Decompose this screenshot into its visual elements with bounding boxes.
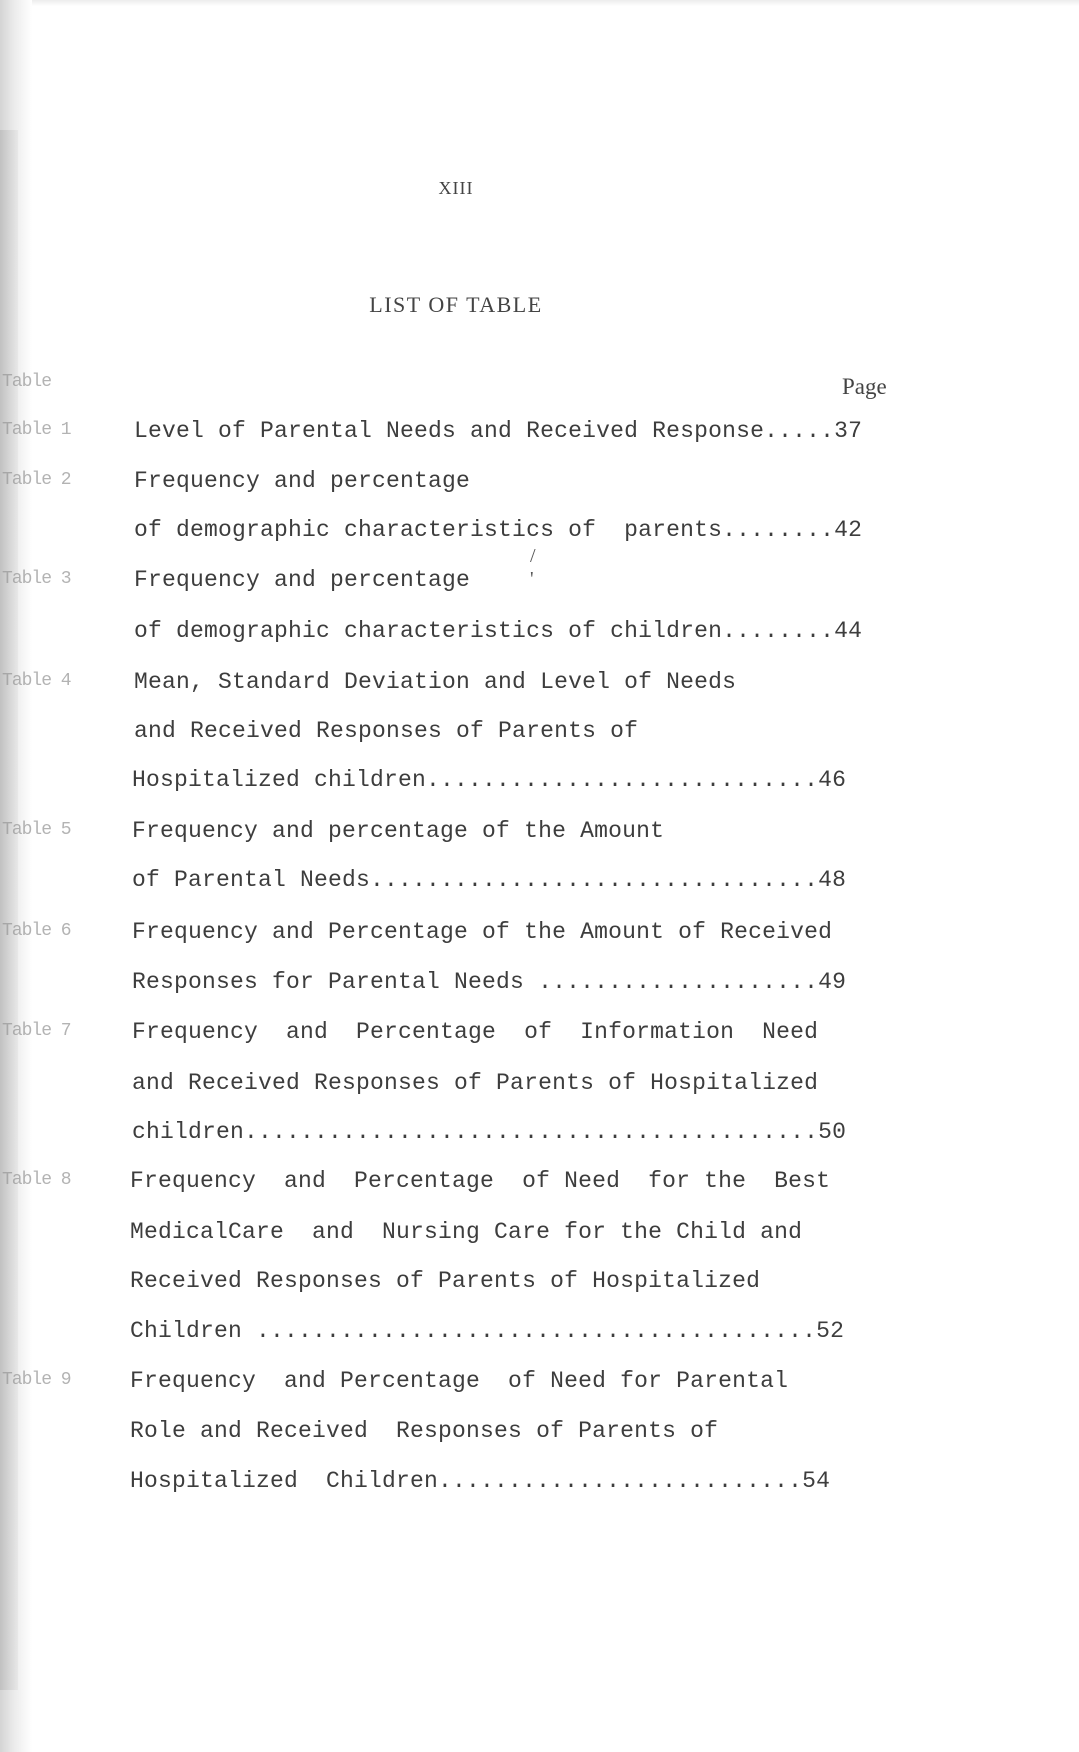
toc-line: Mean, Standard Deviation and Level of Needs xyxy=(134,669,737,695)
table-label: Table 3 xyxy=(2,569,71,589)
table-label: Table 7 xyxy=(2,1021,71,1041)
toc-line: Level of Parental Needs and Received Response.....37 xyxy=(134,418,863,444)
scan-top-edge xyxy=(0,0,1079,6)
toc-line: Frequency and percentage of the Amount xyxy=(132,818,665,844)
toc-line: Frequency and percentage xyxy=(134,468,471,494)
table-label: Table 4 xyxy=(2,671,71,691)
table-label: Table 6 xyxy=(2,921,71,941)
table-label: Table 2 xyxy=(2,470,71,490)
column-header-page: Page xyxy=(842,374,887,399)
toc-line: Frequency and Percentage of Need for Parental xyxy=(130,1368,789,1394)
page-title: LIST OF TABLE xyxy=(369,292,543,317)
toc-line: Frequency and Percentage of the Amount of Received xyxy=(132,919,833,945)
table-label: Table 5 xyxy=(2,820,71,840)
toc-line: Hospitalized children............................46 xyxy=(132,767,847,793)
table-label: Table 9 xyxy=(2,1370,71,1390)
table-label: Table 1 xyxy=(2,420,71,440)
table-label: Table 8 xyxy=(2,1170,71,1190)
toc-line: Received Responses of Parents of Hospitalized xyxy=(130,1268,761,1294)
toc-line: of demographic characteristics of parents........42 xyxy=(134,517,863,543)
toc-line: Frequency and Percentage of Information Need xyxy=(132,1019,819,1045)
toc-line: Role and Received Responses of Parents of xyxy=(130,1418,719,1444)
toc-line: children.........................................50 xyxy=(132,1119,847,1145)
toc-line: Children ........................................52 xyxy=(130,1318,845,1344)
toc-line: of demographic characteristics of children........44 xyxy=(134,618,863,644)
binding-shadow xyxy=(0,130,18,1690)
toc-line: and Received Responses of Parents of xyxy=(134,718,639,744)
stray-mark: / xyxy=(530,545,536,567)
page-number: XIII xyxy=(438,178,474,198)
toc-line: Frequency and Percentage of Need for the Best xyxy=(130,1168,831,1194)
toc-line: Hospitalized Children..........................54 xyxy=(130,1468,831,1494)
toc-line: Responses for Parental Needs ....................49 xyxy=(132,969,847,995)
column-header-table: Table xyxy=(2,372,52,392)
toc-line: MedicalCare and Nursing Care for the Child and xyxy=(130,1219,803,1245)
toc-line: of Parental Needs................................48 xyxy=(132,867,847,893)
stray-mark: ' xyxy=(530,568,534,590)
toc-line: Frequency and percentage xyxy=(134,567,471,593)
toc-line: and Received Responses of Parents of Hospitalized xyxy=(132,1070,819,1096)
